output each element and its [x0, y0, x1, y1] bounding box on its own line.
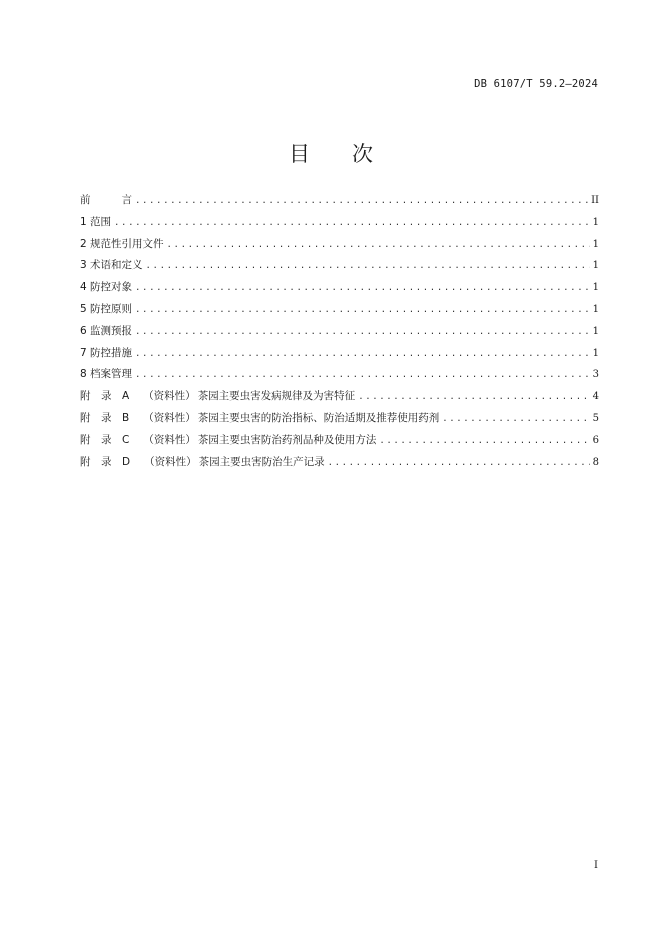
- leader-dots: [146, 261, 590, 271]
- toc-page-number: 4: [592, 391, 599, 403]
- leader-dots: [167, 240, 590, 250]
- toc-entry-label: [80, 410, 439, 425]
- toc-page-number: 5: [592, 412, 599, 424]
- appendix-title: 茶园主要虫害防治生产记录: [198, 455, 325, 468]
- toc-entry-label: 1 范围: [80, 215, 112, 228]
- leader-dots: [135, 283, 590, 293]
- toc-page-number: 1: [592, 325, 599, 337]
- leader-dots: [379, 436, 589, 446]
- appendix-nature: （资料性）: [143, 433, 196, 446]
- toc-page-number: 1: [592, 216, 599, 228]
- toc-entry-label: 3 术语和定义: [80, 259, 143, 272]
- toc-entry-label: 8 档案管理: [80, 368, 133, 381]
- leader-dots: [135, 370, 590, 380]
- appendix-prefix: 附 录 D: [80, 455, 131, 468]
- toc-entry-appendix-c[interactable]: [80, 432, 599, 454]
- toc-title: [0, 138, 662, 168]
- toc-page-number: 1: [592, 260, 599, 272]
- toc-page-number: 1: [592, 238, 599, 250]
- toc-entry-6[interactable]: [80, 323, 599, 345]
- toc-entry-label: 2 规范性引用文件: [80, 237, 164, 250]
- appendix-nature: （资料性）: [143, 411, 196, 424]
- toc-entry-7[interactable]: [80, 345, 599, 367]
- leader-dots: [328, 458, 590, 468]
- toc-entry-label: 5 防控原则: [80, 302, 133, 315]
- toc-entry-2[interactable]: [80, 236, 599, 258]
- toc-entry-appendix-a[interactable]: [80, 388, 599, 410]
- page-number-footer: I: [594, 860, 598, 871]
- toc-title-right: 次: [352, 142, 373, 166]
- appendix-title: 茶园主要虫害的防治指标、防治适期及推荐使用药剂: [197, 411, 440, 424]
- appendix-prefix: 附 录 C: [80, 433, 130, 446]
- appendix-prefix: 附 录 B: [80, 411, 130, 424]
- toc-title-left: 目: [289, 142, 310, 166]
- toc-page-number: II: [591, 195, 599, 206]
- toc-entry-label: [80, 454, 325, 469]
- toc-page-number: 1: [592, 303, 599, 315]
- appendix-title: 茶园主要虫害发病规律及为害特征: [197, 390, 356, 403]
- toc-entry-8[interactable]: [80, 366, 599, 388]
- toc-entry-5[interactable]: [80, 301, 599, 323]
- toc-page-number: 3: [592, 369, 599, 381]
- toc-entry-label: 6 监测预报: [80, 324, 133, 337]
- leader-dots: [442, 414, 589, 424]
- toc-list: [80, 192, 599, 475]
- toc-entry-appendix-d[interactable]: [80, 454, 599, 476]
- appendix-nature: （资料性）: [144, 455, 197, 468]
- leader-dots: [135, 305, 590, 315]
- toc-entry-3[interactable]: [80, 257, 599, 279]
- toc-entry-appendix-b[interactable]: [80, 410, 599, 432]
- appendix-prefix: 附 录 A: [80, 390, 130, 403]
- toc-entry-foreword[interactable]: [80, 192, 599, 214]
- toc-entry-label: 前 言: [80, 194, 132, 206]
- toc-page-number: 8: [592, 456, 599, 468]
- appendix-title: 茶园主要虫害防治药剂品种及使用方法: [197, 433, 377, 446]
- leader-dots: [135, 349, 590, 359]
- toc-entry-label: [80, 388, 355, 403]
- toc-page-number: 1: [592, 282, 599, 294]
- document-code: DB 6107/T 59.2—2024: [474, 78, 598, 90]
- toc-entry-4[interactable]: [80, 279, 599, 301]
- leader-dots: [135, 327, 590, 337]
- toc-entry-1[interactable]: [80, 214, 599, 236]
- toc-entry-label: 4 防控对象: [80, 281, 133, 294]
- appendix-nature: （资料性）: [143, 390, 196, 403]
- toc-page-number: 1: [592, 347, 599, 359]
- leader-dots: [358, 392, 589, 402]
- leader-dots: [135, 196, 588, 206]
- leader-dots: [114, 218, 590, 228]
- toc-entry-label: 7 防控措施: [80, 346, 133, 359]
- toc-page-number: 6: [592, 434, 599, 446]
- toc-entry-label: [80, 432, 376, 447]
